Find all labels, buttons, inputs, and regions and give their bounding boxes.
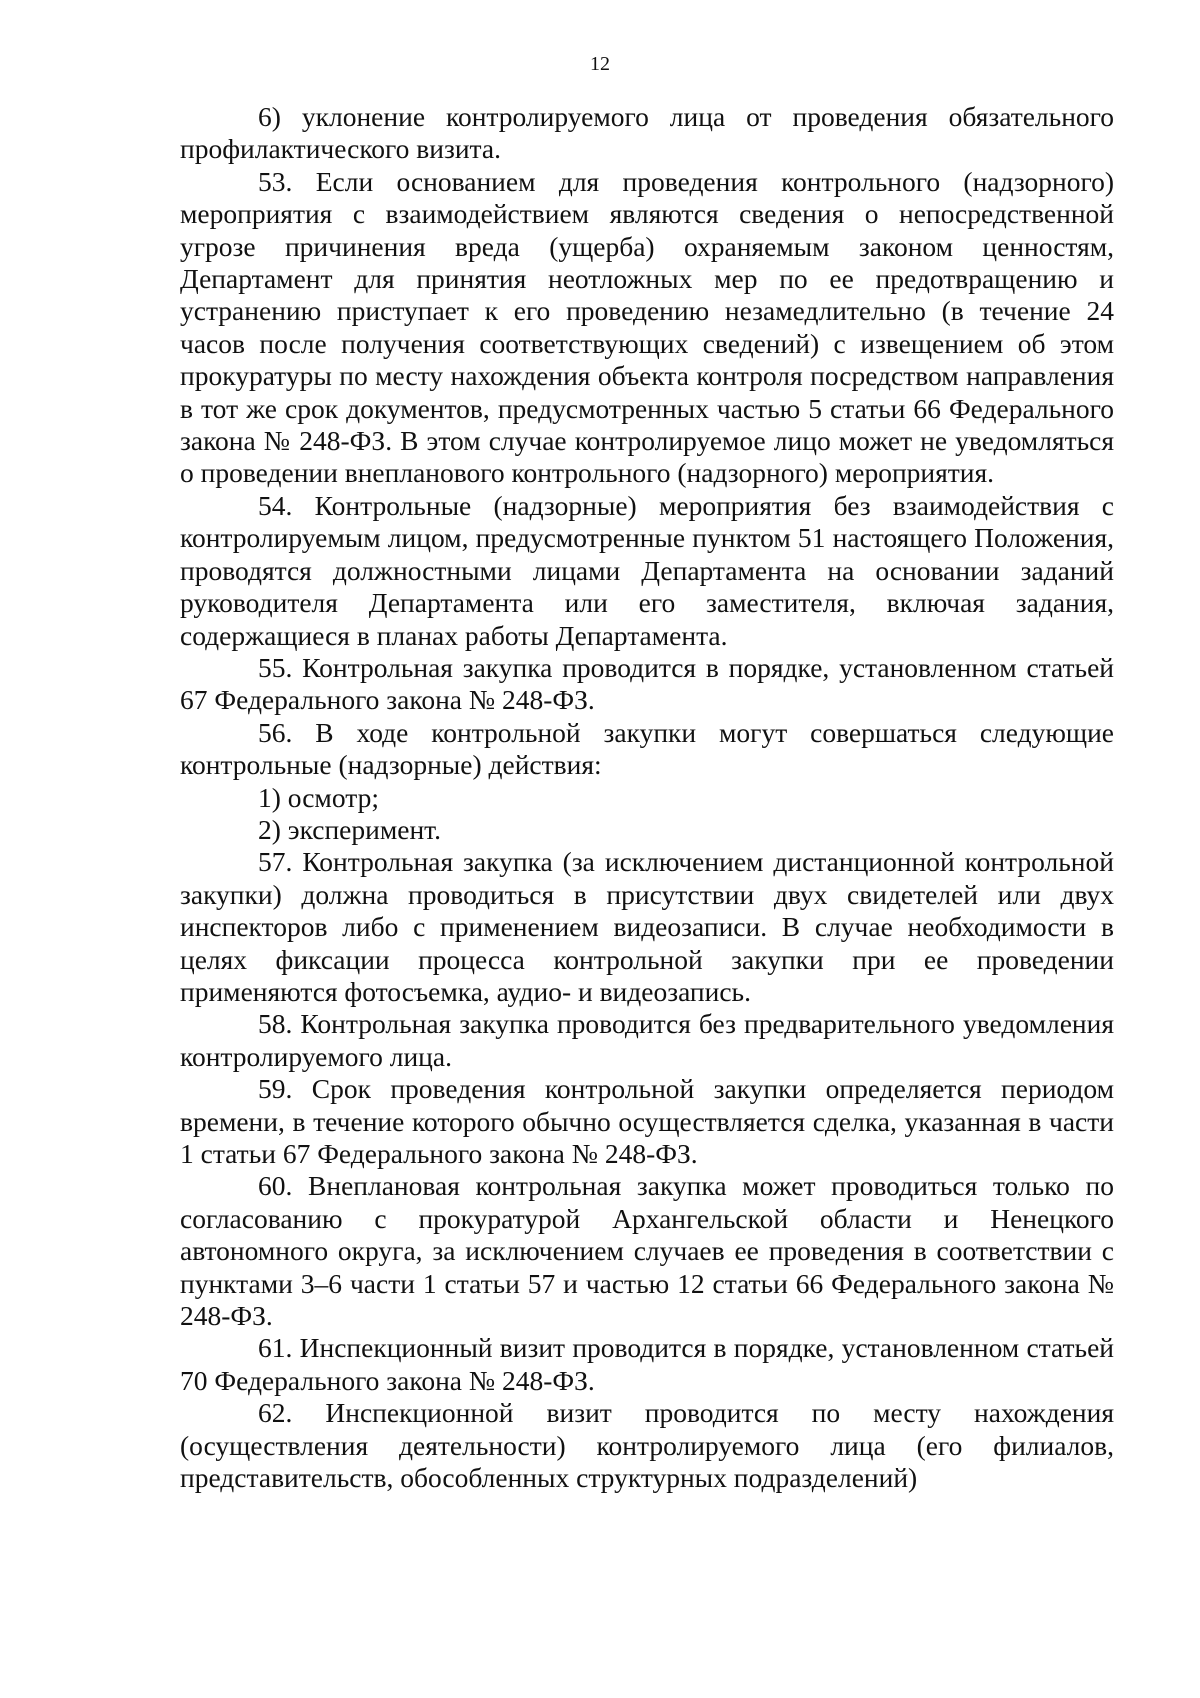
- paragraph-62: 62. Инспекционной визит проводится по месту нахождения (осуществления деятельности) контролируемого лица (его филиалов, представительств, обособленных структурных подразделений): [180, 1397, 1114, 1494]
- paragraph-61: 61. Инспекционный визит проводится в порядке, установленном статьей 70 Федерального закона № 248-ФЗ.: [180, 1332, 1114, 1396]
- paragraph-item-6: 6) уклонение контролируемого лица от проведения обязательного профилактического визита.: [180, 101, 1114, 165]
- paragraph-53: 53. Если основанием для проведения контрольного (надзорного) мероприятия с взаимодействием являются сведения о непосредственной угрозе причинения вреда (ущерба) охраняемым законом ценностям, Департамент для принятия неотложных мер по ее предотвращению и устранению приступает к его проведению незамедлительно (в течение 24 часов после получения соответствующих сведений) с извещением об этом прокуратуры по месту нахождения объекта контроля посредством направления в тот же срок документов, предусмотренных частью 5 статьи 66 Федерального закона № 248-ФЗ. В этом случае контролируемое лицо может не уведомляться о проведении внепланового контрольного (надзорного) мероприятия.: [180, 165, 1114, 489]
- document-body: [180, 101, 1114, 1494]
- paragraph-54: 54. Контрольные (надзорные) мероприятия без взаимодействия с контролируемым лицом, предусмотренные пунктом 51 настоящего Положения, проводятся должностными лицами Департамента на основании заданий руководителя Департамента или его заместителя, включая задания, содержащиеся в планах работы Департамента.: [180, 489, 1114, 651]
- paragraph-55: 55. Контрольная закупка проводится в порядке, установленном статьей 67 Федерального закона № 248-ФЗ.: [180, 651, 1114, 716]
- paragraph-56: 56. В ходе контрольной закупки могут совершаться следующие контрольные (надзорные) действия:: [180, 716, 1114, 781]
- paragraph-57: 57. Контрольная закупка (за исключением дистанционной контрольной закупки) должна проводиться в присутствии двух свидетелей или двух инспекторов либо с применением видеозаписи. В случае необходимости в целях фиксации процесса контрольной закупки при ее проведении применяются фотосъемка, аудио- и видеозапись.: [180, 846, 1114, 1007]
- paragraph-59: 59. Срок проведения контрольной закупки определяется периодом времени, в течение которого обычно осуществляется сделка, указанная в части 1 статьи 67 Федерального закона № 248-ФЗ.: [180, 1073, 1114, 1169]
- paragraph-60: 60. Внеплановая контрольная закупка может проводиться только по согласованию с прокуратурой Архангельской области и Ненецкого автономного округа, за исключением случаев ее проведения в соответствии с пунктами 3–6 части 1 статьи 57 и частью 12 статьи 66 Федерального закона № 248-ФЗ.: [180, 1170, 1114, 1332]
- page-number: 12: [590, 53, 610, 75]
- paragraph-58: 58. Контрольная закупка проводится без предварительного уведомления контролируемого лица.: [180, 1008, 1114, 1072]
- paragraph-56-item-1: 1) осмотр;: [258, 781, 379, 813]
- paragraph-56-item-2: 2) эксперимент.: [258, 813, 442, 845]
